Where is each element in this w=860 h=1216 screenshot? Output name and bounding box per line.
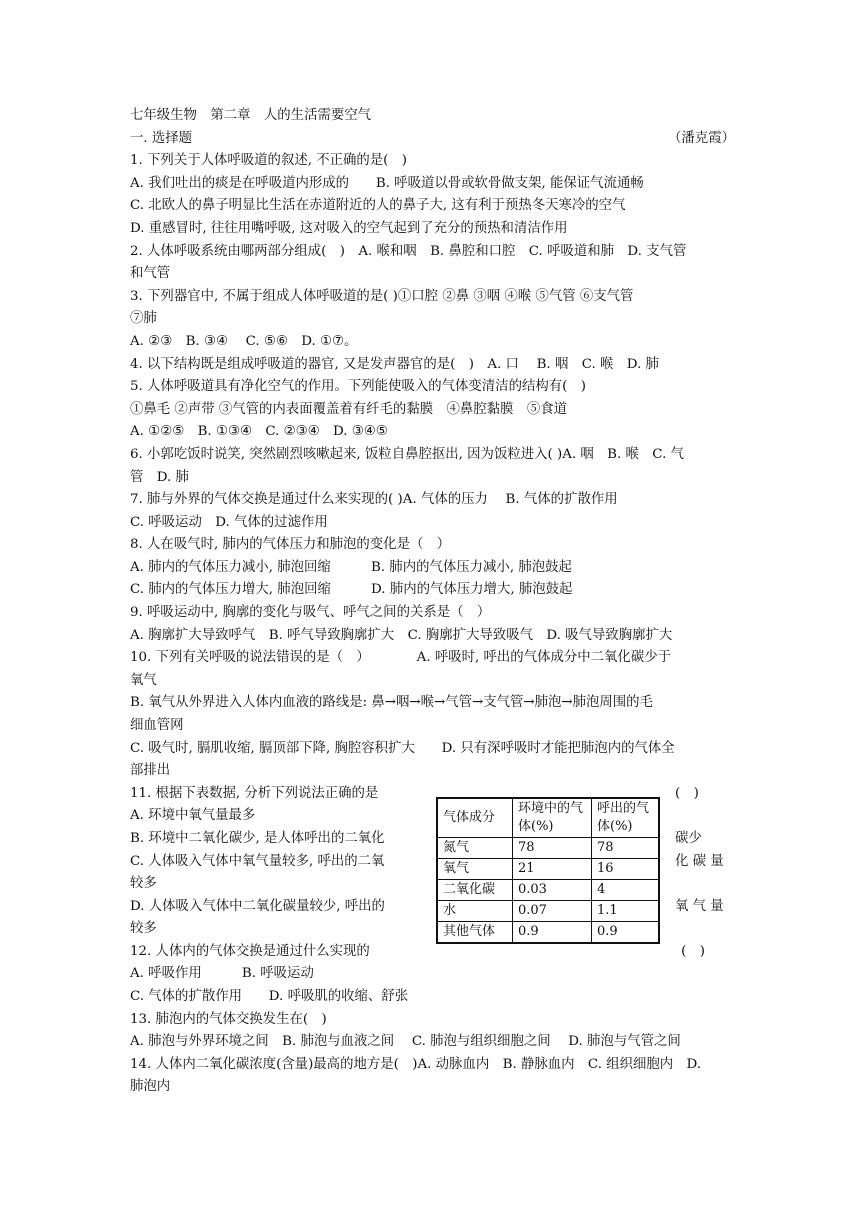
table-cell: 其他气体 — [437, 921, 513, 943]
gas-composition-table — [436, 797, 660, 944]
table-cell: 0.03 — [513, 879, 592, 900]
text-line: B. 氧气从外界进入人体内血液的路线是: 鼻→咽→喉→气管→支气管→肺泡→肺泡周围的毛 — [130, 695, 653, 711]
table-cell: 21 — [513, 858, 592, 879]
table-cell: 1.1 — [592, 900, 660, 921]
table-cell: 氧气 — [437, 858, 513, 879]
text-line: C. 吸气时, 膈肌收缩, 膈顶部下降, 胸腔容积扩大 D. 只有深呼吸时才能把肺泡内的气体全 — [130, 740, 675, 756]
table-row — [437, 900, 659, 921]
text-line: 较多 — [130, 876, 157, 892]
table-cell: 氮气 — [437, 837, 513, 858]
table-cell: 0.07 — [513, 900, 592, 921]
text-line: 细血管网 — [130, 718, 184, 734]
text-line: 氧 气 量 — [675, 898, 724, 914]
table-cell: 0.9 — [513, 921, 592, 943]
table-header-cell: 气体成分 — [437, 798, 513, 838]
table-cell: 0.9 — [592, 921, 660, 943]
text-line: 和气管 — [130, 266, 171, 282]
text-line: 4. 以下结构既是组成呼吸道的器官, 又是发声器官的是( ) A. 口 B. 咽 C. 喉 D. 肺 — [130, 356, 659, 372]
text-line: 3. 下列器官中, 不属于组成人体呼吸道的是( )①口腔 ②鼻 ③咽 ④喉 ⑤气管 ⑥支气管 — [130, 288, 634, 304]
text-line: A. 肺泡与外界环境之间 B. 肺泡与血液之间 C. 肺泡与组织细胞之间 D. 肺泡与气管之间 — [130, 1034, 681, 1050]
text-line: A. ①②⑤ B. ①③④ C. ②③④ D. ③④⑤ — [130, 424, 388, 440]
table-cell: 78 — [513, 837, 592, 858]
text-line: 1. 下列关于人体呼吸道的叙述, 不正确的是( ) — [130, 153, 408, 169]
text-line: C. 气体的扩散作用 D. 呼吸肌的收缩、舒张 — [130, 989, 409, 1004]
text-line: C. 肺内的气体压力增大, 肺泡回缩 D. 肺内的气体压力增大, 肺泡鼓起 — [130, 582, 573, 598]
text-line: D. 人体吸入气体中二氧化碳量较少, 呼出的 — [130, 898, 385, 914]
table-cell: 4 — [592, 879, 660, 900]
worksheet — [130, 105, 735, 1099]
text-line: D. 重感冒时, 往往用嘴呼吸, 这对吸入的空气起到了充分的预热和清洁作用 — [130, 220, 568, 236]
text-line: 较多 — [130, 921, 157, 937]
question-12-row — [130, 941, 735, 964]
text-line: 12. 人体内的气体交换是通过什么实现的 — [130, 943, 370, 959]
text-line: A. 呼吸作用 B. 呼吸运动 — [130, 966, 314, 982]
text-line: 6. 小郭吃饭时说笑, 突然剧烈咳嗽起来, 饭粒自鼻腔抠出, 因为饭粒进入( )A. 咽 B. 喉 C. 气 — [130, 446, 684, 462]
text-line: C. 北欧人的鼻子明显比生活在赤道附近的人的鼻子大, 这有利于预热冬天寒冷的空气 — [130, 198, 626, 214]
text-line: 氧气 — [130, 672, 157, 688]
text-line: 9. 呼吸运动中, 胸廓的变化与吸气、呼气之间的关系是（ ） — [130, 605, 491, 621]
text-line: C. 呼吸运动 D. 气体的过滤作用 — [130, 514, 328, 530]
table-row — [437, 879, 659, 900]
table-row — [437, 921, 659, 943]
table-header-row — [437, 798, 659, 838]
text-line: 10. 下列有关呼吸的说法错误的是（ ） A. 呼吸时, 呼出的气体成分中二氧化碳少于 — [130, 650, 671, 666]
text-line: 11. 根据下表数据, 分析下列说法正确的是 — [130, 785, 379, 801]
text-line: 7. 肺与外界的气体交换是通过什么来实现的( )A. 气体的压力 B. 气体的扩散作用 — [130, 492, 618, 508]
text-line: C. 人体吸入气体中氧气量较多, 呼出的二氧 — [130, 853, 385, 869]
table-row — [437, 858, 659, 879]
table-header-cell: 呼出的气体(%) — [592, 798, 660, 838]
table-cell: 二氧化碳 — [437, 879, 513, 900]
text-line: ⑦肺 — [130, 311, 157, 327]
table-row — [437, 837, 659, 858]
text-line: 14. 人体内二氧化碳浓度(含量)最高的地方是( )A. 动脉血内 B. 静脉血内 C. 组织细胞内 D. — [130, 1056, 702, 1072]
text-line: 碳少 — [675, 831, 702, 846]
text-line: 2. 人体呼吸系统由哪两部分组成( ) A. 喉和咽 B. 鼻腔和口腔 C. 呼吸道和肺 D. 支气管 — [130, 243, 687, 259]
text-line: 化 碳 量 — [675, 853, 724, 869]
text-line: A. 胸廓扩大导致呼气 B. 呼气导致胸廓扩大 C. 胸廓扩大导致吸气 D. 吸气导致胸廓扩大 — [130, 627, 673, 643]
author-name: （潘克霞） — [668, 130, 735, 146]
table-header-cell: 环境中的气体(%) — [513, 798, 592, 838]
text-line: 管 D. 肺 — [130, 469, 189, 485]
table-cell: 16 — [592, 858, 660, 879]
question-11-block — [130, 783, 735, 941]
doc-title: 七年级生物 第二章 人的生活需要空气 — [130, 108, 372, 123]
table-cell: 78 — [592, 837, 660, 858]
text-line: A. 环境中氧气量最多 — [130, 808, 256, 824]
table-cell: 水 — [437, 900, 513, 921]
section-row — [130, 128, 735, 151]
section-heading: 一. 选择题 — [130, 130, 193, 146]
text-line: A. 肺内的气体压力减小, 肺泡回缩 B. 肺内的气体压力减小, 肺泡鼓起 — [130, 559, 572, 575]
text-line: 肺泡内 — [130, 1079, 171, 1095]
text-line: 5. 人体呼吸道具有净化空气的作用。下列能使吸入的气体变清洁的结构有( ) — [130, 379, 586, 395]
text-line: B. 环境中二氧化碳少, 是人体呼出的二氧化 — [130, 831, 385, 846]
text-line: A. ②③ B. ③④ C. ⑤⑥ D. ①⑦。 — [130, 333, 358, 349]
answer-blank: ( ) — [681, 943, 705, 959]
text-line: 8. 人在吸气时, 肺内的气体压力和肺泡的变化是（ ） — [130, 537, 451, 553]
text-line: 部排出 — [130, 763, 171, 779]
text-line: A. 我们吐出的痰是在呼吸道内形成的 B. 呼吸道以骨或软骨做支架, 能保证气流通畅 — [130, 175, 644, 191]
text-line: ①鼻毛 ②声带 ③气管的内表面覆盖着有纤毛的黏膜 ④鼻腔黏膜 ⑤食道 — [130, 401, 568, 417]
text-line: 13. 肺泡内的气体交换发生在( ) — [130, 1011, 327, 1027]
answer-blank: ( ) — [675, 785, 699, 801]
